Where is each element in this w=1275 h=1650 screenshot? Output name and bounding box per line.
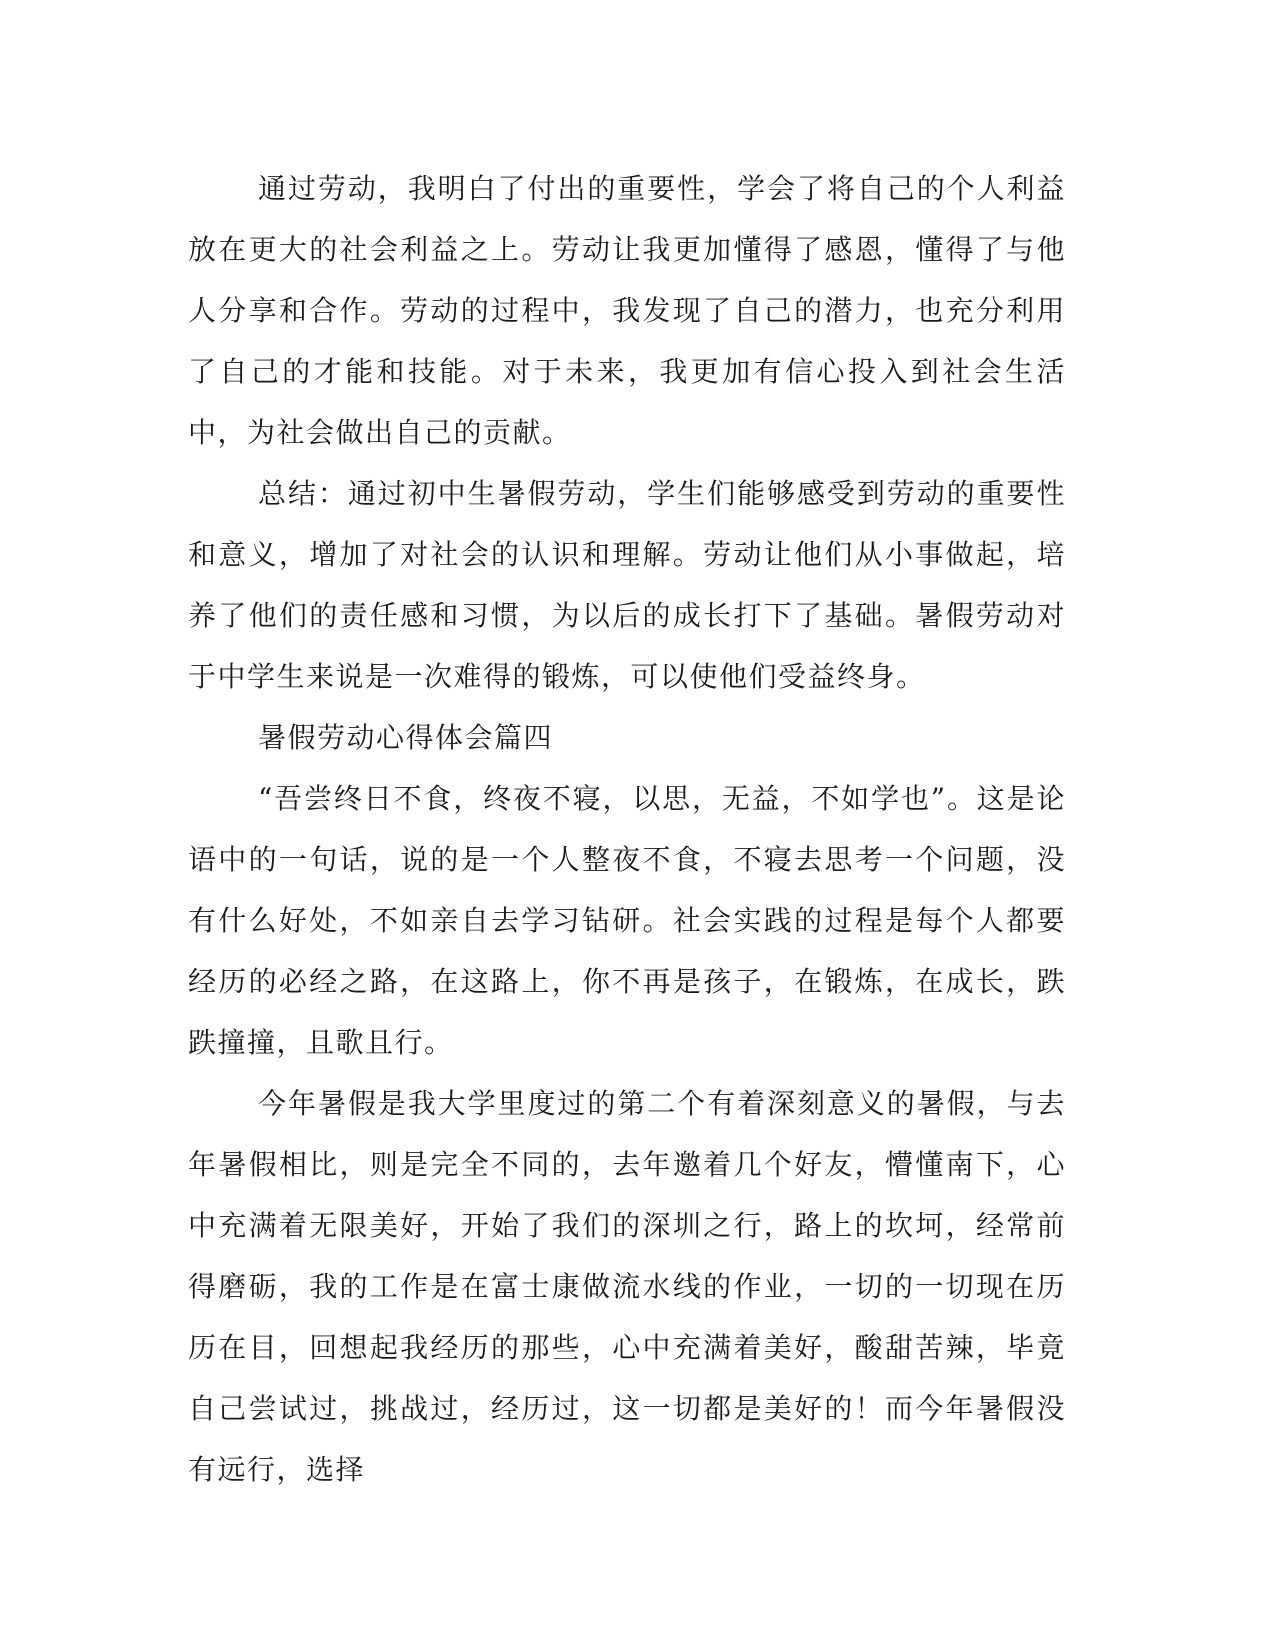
paragraph-labor-reflection: 通过劳动，我明白了付出的重要性，学会了将自己的个人利益放在更大的社会利益之上。劳动让我更加懂得了感恩，懂得了与他人分享和合作。劳动的过程中，我发现了自己的潜力，也充分利用了自己的才能和技能。对于未来，我更加有信心投入到社会生活中，为社会做出自己的贡献。 — [188, 172, 1066, 449]
paragraph-analects-quote: “吾尝终日不食，终夜不寝，以思，无益，不如学也”。这是论语中的一句话，说的是一个人整夜不食，不寝去思考一个问题，没有什么好处，不如亲自去学习钻研。社会实践的过程是每个人都要经历的必经之路，在这路上，你不再是孩子，在锻炼，在成长，跌跌撞撞，且歌且行。 — [188, 782, 1066, 1059]
document-body — [188, 158, 1066, 1500]
paragraph-this-summer: 今年暑假是我大学里度过的第二个有着深刻意义的暑假，与去年暑假相比，则是完全不同的，去年邀着几个好友，懵懂南下，心中充满着无限美好，开始了我们的深圳之行，路上的坎坷，经常前得磨砺，我的工作是在富士康做流水线的作业，一切的一切现在历历在目，回想起我经历的那些，心中充满着美好，酸甜苦辣，毕竟自己尝试过，挑战过，经历过，这一切都是美好的！而今年暑假没有远行，选择 — [188, 1087, 1066, 1486]
section-heading: 暑假劳动心得体会篇四 — [258, 721, 554, 754]
paragraph-summary: 总结：通过初中生暑假劳动，学生们能够感受到劳动的重要性和意义，增加了对社会的认识和理解。劳动让他们从小事做起，培养了他们的责任感和习惯，为以后的成长打下了基础。暑假劳动对于中学生来说是一次难得的锻炼，可以使他们受益终身。 — [188, 477, 1066, 693]
